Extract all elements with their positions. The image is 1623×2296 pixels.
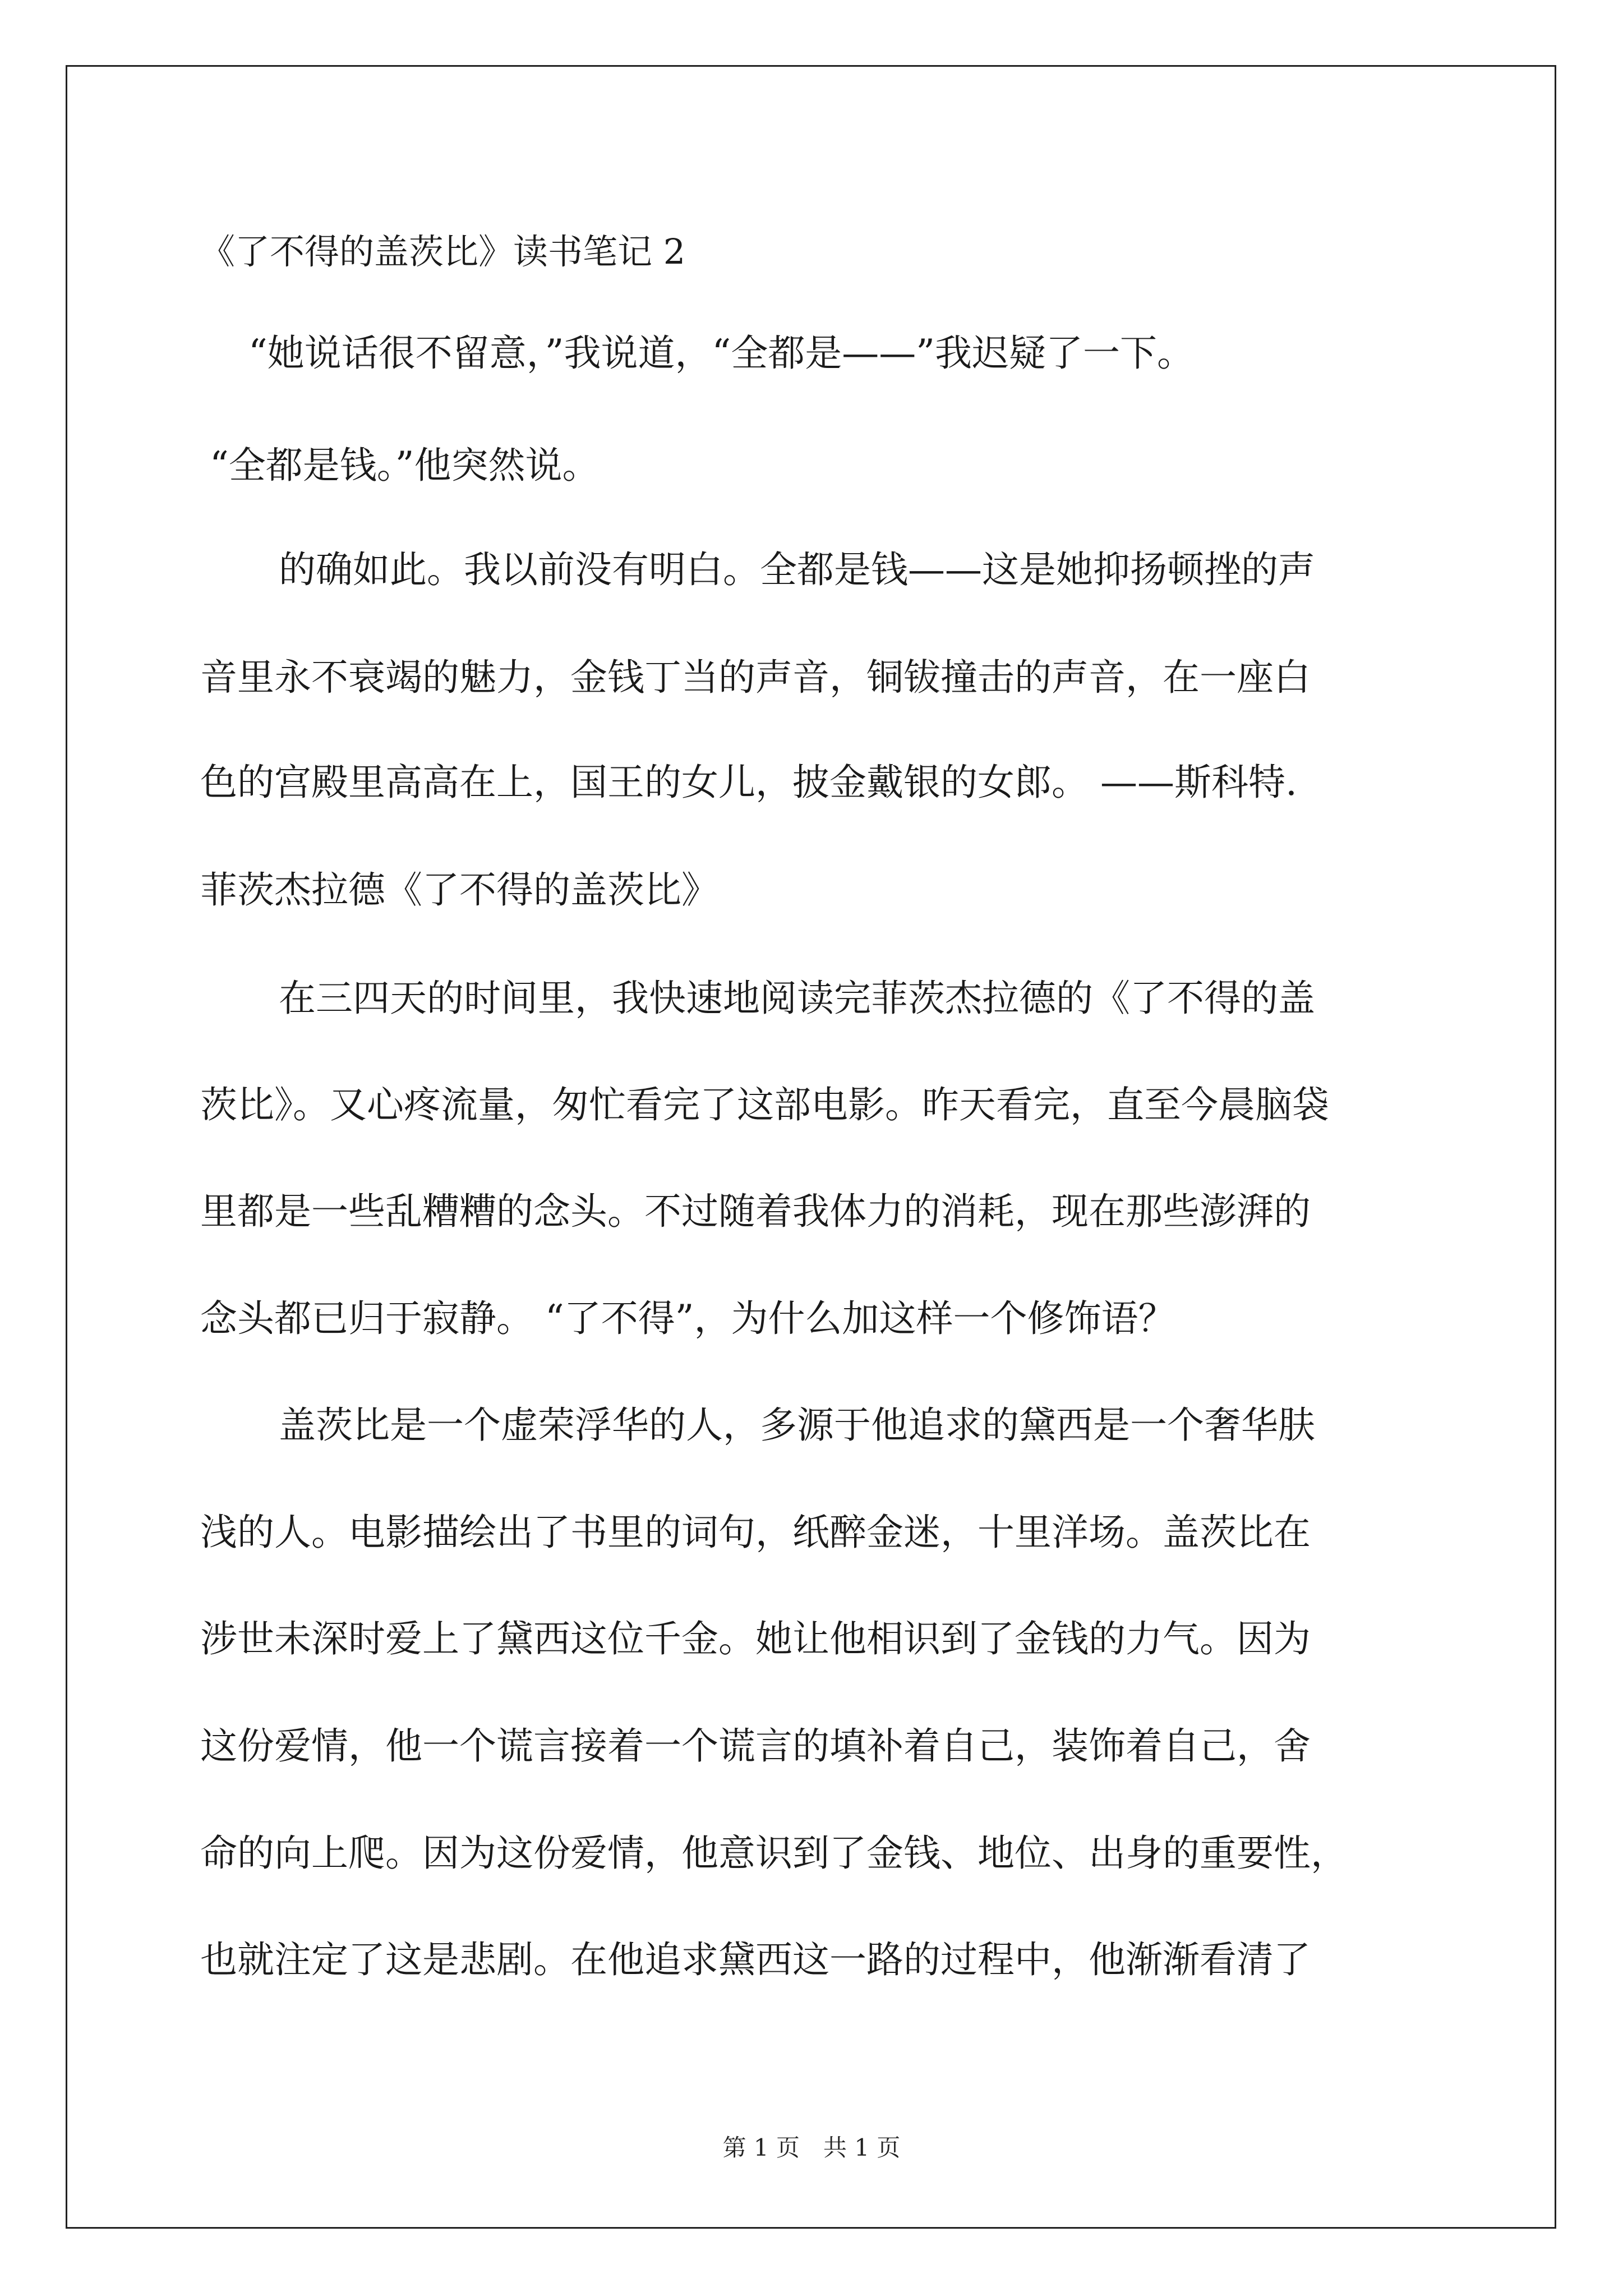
text-line: 茨比》。又心疼流量，匆忙看完了这部电影。昨天看完，直至今晨脑袋 [200,1083,1329,1126]
text-line: 音里永不衰竭的魅力，金钱丁当的声音，铜钹撞击的声音，在一座白 [200,656,1311,699]
page-footer: 第 1 页 共 1 页 [722,2134,901,2161]
text-line: 涉世未深时爱上了黛西这位千金。她让他相识到了金钱的力气。因为 [200,1617,1311,1660]
text-line: “全都是钱。”他突然说。 [210,444,600,487]
text-line: 在三四天的时间里，我快速地阅读完菲茨杰拉德的《了不得的盖 [279,977,1315,1020]
text-line: 色的宫殿里高高在上，国王的女儿，披金戴银的女郎。 ——斯科特. [200,761,1297,804]
text-line: 盖茨比是一个虚荣浮华的人，多源于他追求的黛西是一个奢华肤 [279,1404,1315,1447]
text-line: 念头都已归于寂静。 “了不得”，为什么加这样一个修饰语？ [200,1297,1175,1340]
text-line: “她说话很不留意，”我说道，“全都是——”我迟疑了一下。 [248,332,1194,375]
text-line: 浅的人。电影描绘出了书里的词句，纸醉金迷，十里洋场。盖茨比在 [200,1511,1311,1554]
text-line: 里都是一些乱糟糟的念头。不过随着我体力的消耗，现在那些澎湃的 [200,1190,1311,1233]
document-title: 《了不得的盖茨比》读书笔记 2 [200,231,686,272]
text-line: 菲茨杰拉德《了不得的盖茨比》 [200,868,718,912]
text-line: 的确如此。我以前没有明白。全都是钱——这是她抑扬顿挫的声 [279,548,1315,591]
text-line: 这份爱情，他一个谎言接着一个谎言的填补着自己，装饰着自己，舍 [200,1724,1311,1768]
text-line: 也就注定了这是悲剧。在他追求黛西这一路的过程中，他渐渐看清了 [200,1938,1311,1981]
page-border [66,65,1556,2229]
text-line: 命的向上爬。因为这份爱情，他意识到了金钱、地位、出身的重要性， [200,1832,1348,1875]
